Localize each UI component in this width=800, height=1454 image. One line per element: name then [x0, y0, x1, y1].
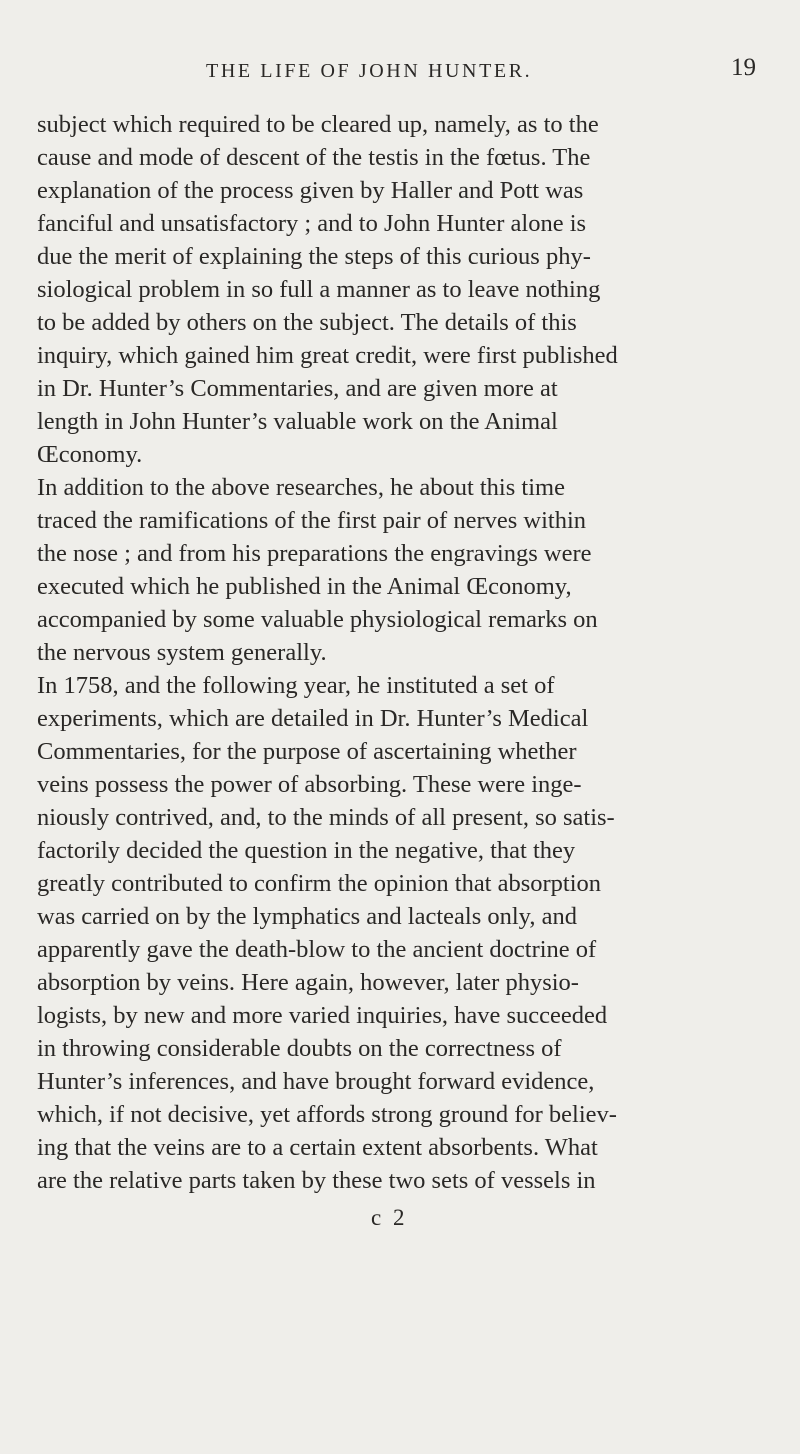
text-line: explanation of the process given by Haller and Pott was: [37, 177, 584, 204]
text-line: the nose ; and from his preparations the engravings were: [37, 540, 592, 567]
text-line: apparently gave the death-blow to the ancient doctrine of: [37, 936, 597, 963]
text-line: accompanied by some valuable physiological remarks on: [37, 606, 598, 633]
text-line: traced the ramifications of the first pair of nerves within: [37, 507, 587, 534]
text-line: to be added by others on the subject. The details of this: [37, 309, 577, 336]
text-line: greatly contributed to confirm the opinion that absorption: [37, 870, 602, 897]
text-line: which, if not decisive, yet affords strong ground for believ-: [37, 1101, 617, 1128]
text-line: experiments, which are detailed in Dr. Hunter’s Medical: [37, 705, 589, 732]
page-number: 19: [731, 54, 756, 81]
text-line: ing that the veins are to a certain extent absorbents. What: [37, 1134, 598, 1161]
text-line: siological problem in so full a manner as to leave nothing: [37, 276, 601, 303]
text-line: was carried on by the lymphatics and lacteals only, and: [37, 903, 577, 930]
text-line: Hunter’s inferences, and have brought forward evidence,: [37, 1068, 595, 1095]
text-line: fanciful and unsatisfactory ; and to John Hunter alone is: [37, 210, 587, 237]
running-head: [0, 54, 800, 94]
text-line: inquiry, which gained him great credit, were first published: [37, 342, 618, 369]
text-line: in Dr. Hunter’s Commentaries, and are given more at: [37, 375, 558, 402]
text-line: in throwing considerable doubts on the correctness of: [37, 1035, 562, 1062]
text-line: In 1758, and the following year, he instituted a set of: [37, 672, 555, 699]
text-line: the nervous system generally.: [37, 639, 327, 666]
text-line: due the merit of explaining the steps of this curious phy-: [37, 243, 591, 270]
signature-mark: c 2: [371, 1205, 408, 1230]
text-line: are the relative parts taken by these two sets of vessels in: [37, 1167, 596, 1194]
text-line: Commentaries, for the purpose of ascertaining whether: [37, 738, 577, 765]
text-line: veins possess the power of absorbing. These were inge-: [37, 771, 582, 798]
text-line: executed which he published in the Animal Œconomy,: [37, 573, 572, 600]
text-line: absorption by veins. Here again, however, later physio-: [37, 969, 579, 996]
text-line: Œconomy.: [37, 441, 143, 468]
text-line: cause and mode of descent of the testis in the fœtus. The: [37, 144, 591, 171]
text-line: subject which required to be cleared up, namely, as to the: [37, 111, 599, 138]
text-line: logists, by new and more varied inquiries, have succeeded: [37, 1002, 608, 1029]
text-line: niously contrived, and, to the minds of all present, so satis-: [37, 804, 615, 831]
running-title: THE LIFE OF JOHN HUNTER.: [206, 60, 533, 82]
text-line: length in John Hunter’s valuable work on the Animal: [37, 408, 558, 435]
text-line: factorily decided the question in the negative, that they: [37, 837, 576, 864]
text-line: In addition to the above researches, he about this time: [37, 474, 565, 501]
